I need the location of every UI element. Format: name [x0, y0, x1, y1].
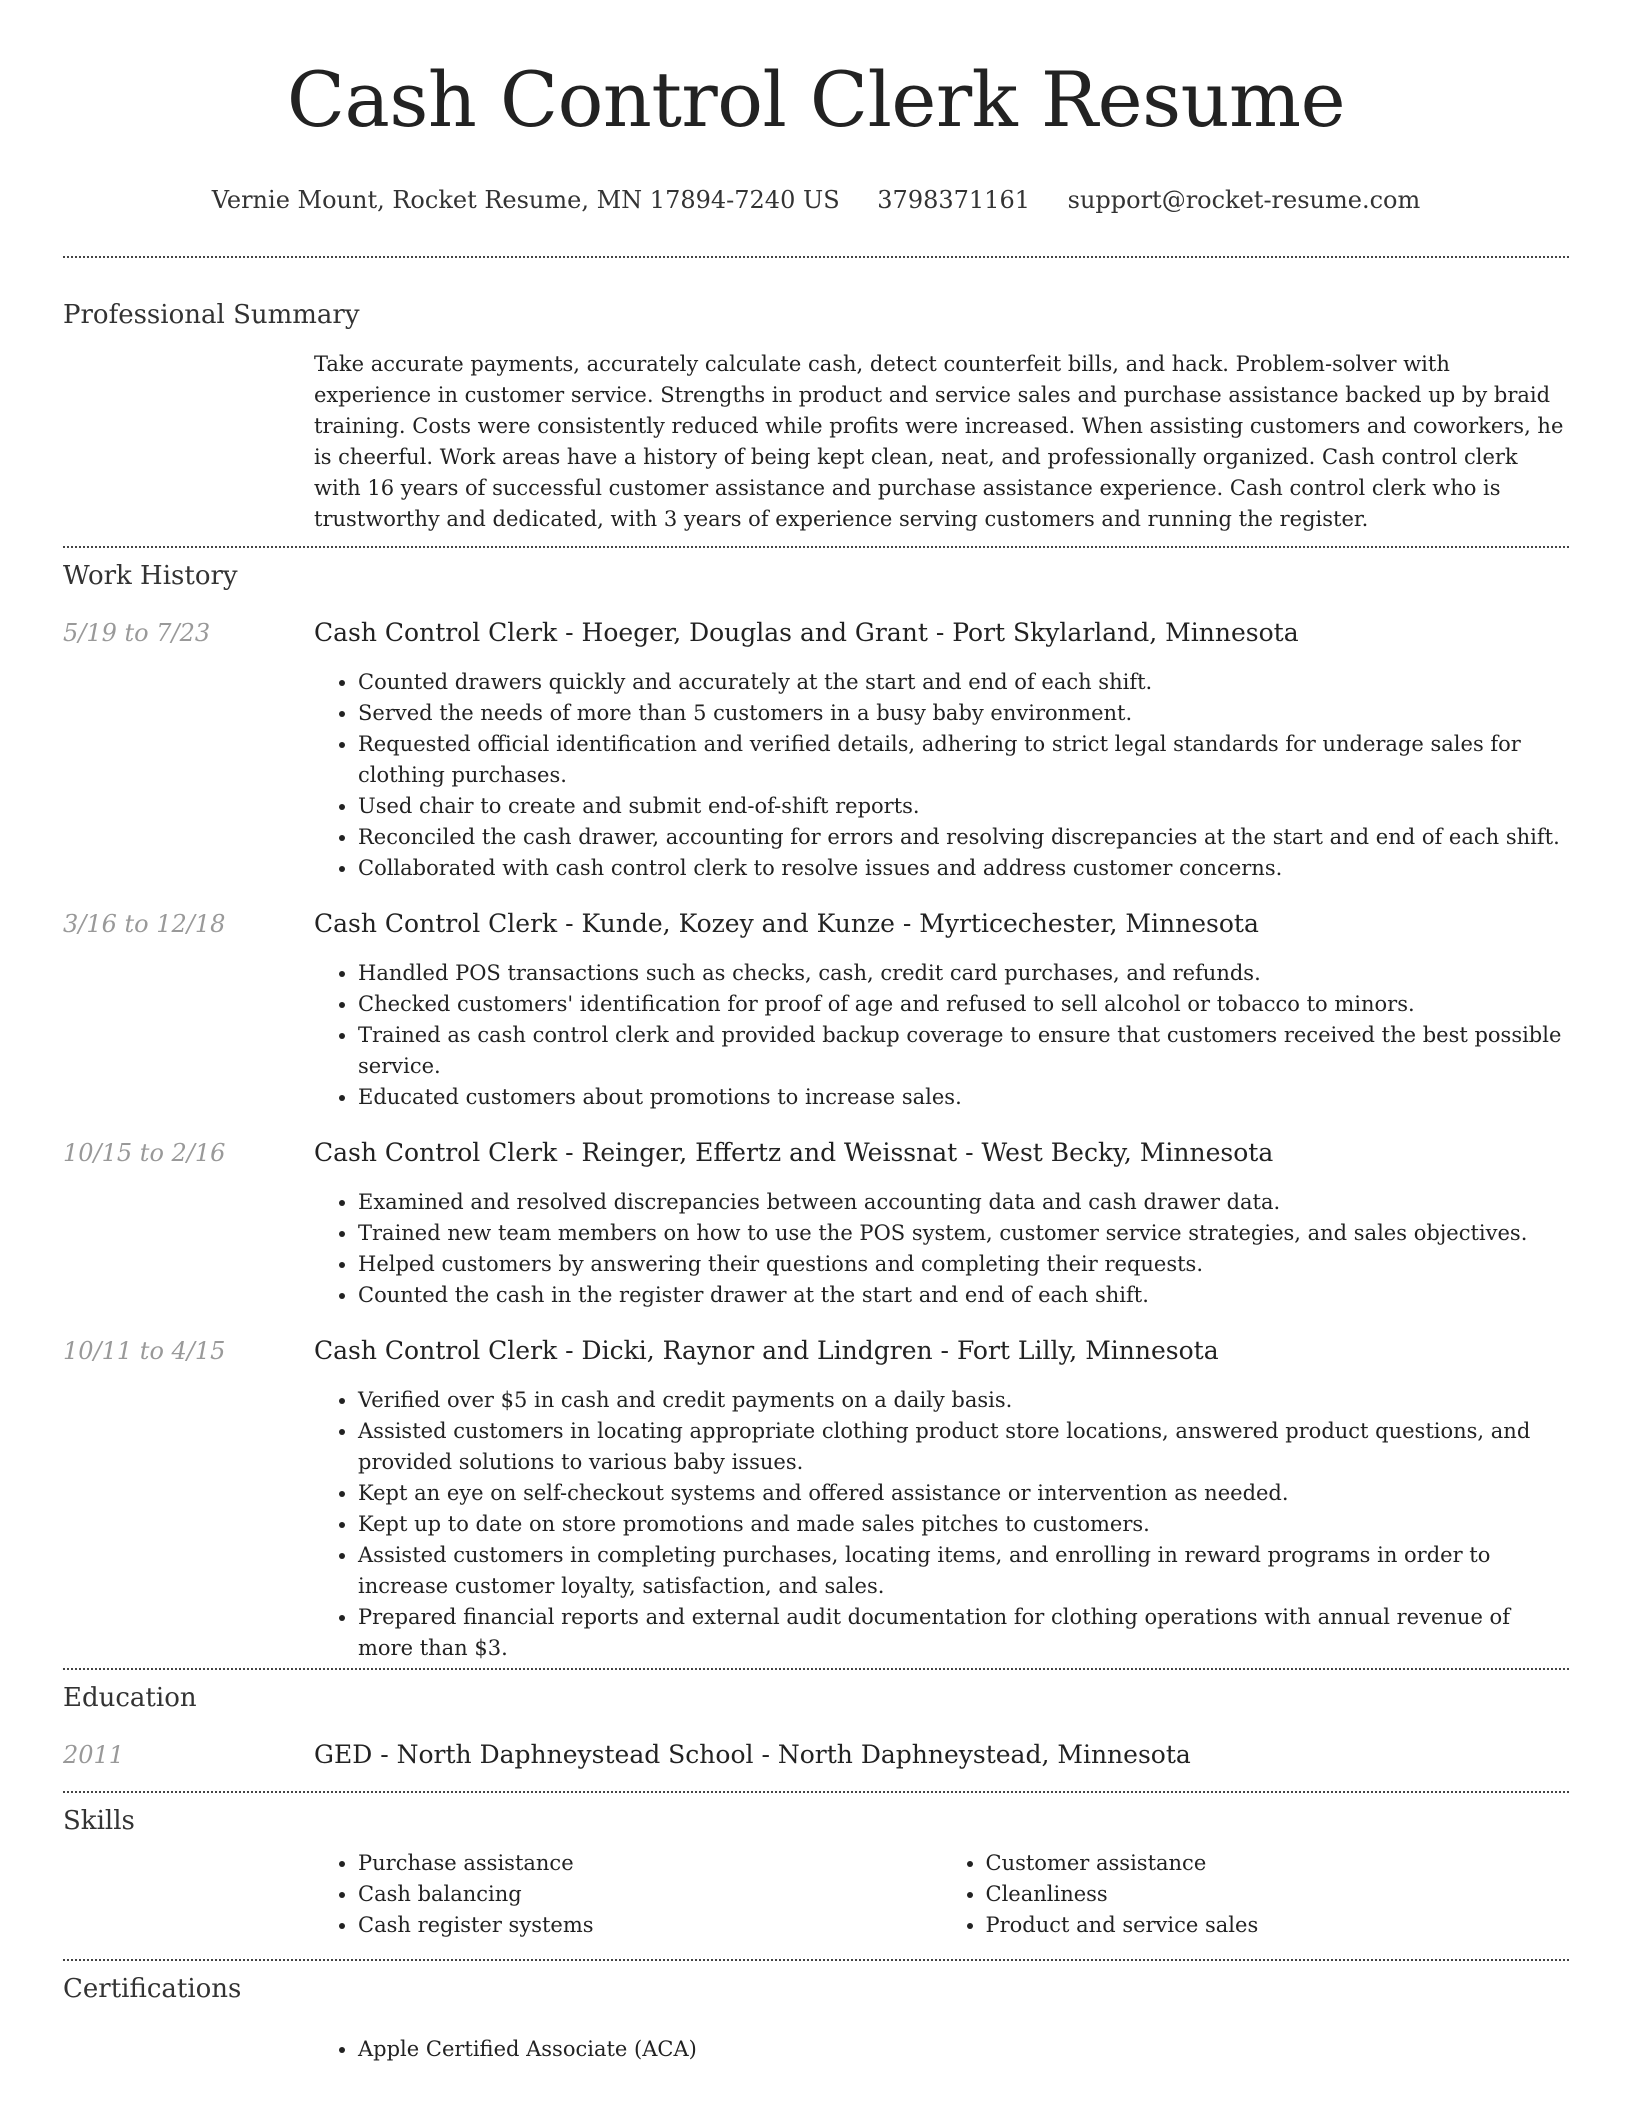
job-title: Cash Control Clerk - Kunde, Kozey and Kunze - Myrticechester, Minnesota [314, 909, 1259, 938]
section-heading: Work History [63, 561, 238, 591]
list-item: • Educated customers about promotions to increase sales. [358, 1082, 1569, 1113]
list-item: • Examined and resolved discrepancies between accounting data and cash drawer data. [358, 1187, 1569, 1218]
job-dates: 3/16 to 12/18 [63, 910, 226, 938]
job-entry [63, 1137, 1569, 1311]
job-title: Cash Control Clerk - Reinger, Effertz and Weissnat - West Becky, Minnesota [314, 1138, 1274, 1167]
list-item: • Trained as cash control clerk and provided backup coverage to ensure that customers received the best possible service. [358, 1020, 1569, 1082]
list-item: • Counted the cash in the register drawer at the start and end of each shift. [358, 1280, 1569, 1311]
list-item: • Product and service sales [986, 1910, 1570, 1941]
section-heading: Skills [63, 1806, 135, 1836]
contact-address: Vernie Mount, Rocket Resume, MN 17894-7240 US [211, 186, 840, 214]
list-item: • Apple Certified Associate (ACA) [358, 2034, 1569, 2065]
education-section [63, 1670, 1569, 1771]
list-item: • Counted drawers quickly and accurately at the start and end of each shift. [358, 667, 1569, 698]
job-entry [63, 617, 1569, 884]
job-dates: 5/19 to 7/23 [63, 619, 211, 647]
list-item: • Assisted customers in locating appropriate clothing product store locations, answered product questions, and provided solutions to various baby issues. [358, 1416, 1569, 1478]
list-item: • Customer assistance [986, 1848, 1570, 1879]
summary-section [63, 258, 1569, 535]
education-year: 2011 [63, 1741, 125, 1769]
certifications-list [314, 2034, 1569, 2065]
list-item: • Kept up to date on store promotions and made sales pitches to customers. [358, 1509, 1569, 1540]
section-heading: Education [63, 1683, 197, 1713]
list-item: • Helped customers by answering their questions and completing their requests. [358, 1249, 1569, 1280]
list-item: • Cash register systems [358, 1910, 942, 1941]
job-dates: 10/11 to 4/15 [63, 1337, 226, 1365]
resume-header [0, 0, 1632, 216]
job-entry [63, 1335, 1569, 1664]
list-item: • Requested official identification and verified details, adhering to strict legal standards for underage sales for clothing purchases. [358, 729, 1569, 791]
certifications-section [63, 1961, 1569, 2065]
job-title: Cash Control Clerk - Hoeger, Douglas and Grant - Port Skylarland, Minnesota [314, 618, 1299, 647]
job-dates: 10/15 to 2/16 [63, 1139, 226, 1167]
list-item: • Collaborated with cash control clerk to resolve issues and address customer concerns. [358, 853, 1569, 884]
job-bullets [314, 667, 1569, 884]
list-item: • Cleanliness [986, 1879, 1570, 1910]
job-bullets [314, 958, 1569, 1113]
list-item: • Verified over $5 in cash and credit payments on a daily basis. [358, 1385, 1569, 1416]
list-item: • Trained new team members on how to use the POS system, customer service strategies, and sales objectives. [358, 1218, 1569, 1249]
list-item: • Handled POS transactions such as checks, cash, credit card purchases, and refunds. [358, 958, 1569, 989]
list-item: • Prepared financial reports and external audit documentation for clothing operations with annual revenue of more than $3. [358, 1602, 1569, 1664]
contact-phone: 3798371161 [877, 186, 1030, 214]
contact-email: support@rocket-resume.com [1067, 186, 1421, 214]
education-title: GED - North Daphneystead School - North Daphneystead, Minnesota [314, 1740, 1191, 1769]
list-item: • Assisted customers in completing purchases, locating items, and enrolling in reward programs in order to increase customer loyalty, satisfaction, and sales. [358, 1540, 1569, 1602]
section-heading: Certifications [63, 1974, 242, 2004]
contact-line [0, 184, 1632, 216]
work-history-section [63, 548, 1569, 1664]
section-heading: Professional Summary [63, 300, 360, 330]
job-bullets [314, 1187, 1569, 1311]
job-bullets [314, 1385, 1569, 1664]
skills-section [63, 1793, 1569, 1941]
list-item: • Cash balancing [358, 1879, 942, 1910]
education-entry [63, 1739, 1569, 1771]
resume-title: Cash Control Clerk Resume [286, 55, 1346, 144]
job-entry [63, 908, 1569, 1113]
list-item: • Used chair to create and submit end-of-shift reports. [358, 791, 1569, 822]
list-item: • Purchase assistance [358, 1848, 942, 1879]
list-item: • Kept an eye on self-checkout systems and offered assistance or intervention as needed. [358, 1478, 1569, 1509]
list-item: • Reconciled the cash drawer, accounting for errors and resolving discrepancies at the start and end of each shift. [358, 822, 1569, 853]
list-item: • Checked customers' identification for proof of age and refused to sell alcohol or tobacco to minors. [358, 989, 1569, 1020]
summary-text: Take accurate payments, accurately calculate cash, detect counterfeit bills, and hack. Problem-solver with experience in customer service. Strengths in product and service sales and purchase assistance backed up by braid training. Costs were consistently reduced while profits were increased. When assisting customers and coworkers, he is cheerful. Work areas have a history of being kept clean, neat, and professionally organized. Cash control clerk with 16 years of successful customer assistance and purchase assistance experience. Cash control clerk who is trustworthy and dedicated, with 3 years of experience serving customers and running the register. [314, 352, 1564, 531]
job-title: Cash Control Clerk - Dicki, Raynor and Lindgren - Fort Lilly, Minnesota [314, 1336, 1219, 1365]
skills-list-left [314, 1848, 942, 1941]
list-item: • Served the needs of more than 5 customers in a busy baby environment. [358, 698, 1569, 729]
skills-list-right [942, 1848, 1570, 1941]
